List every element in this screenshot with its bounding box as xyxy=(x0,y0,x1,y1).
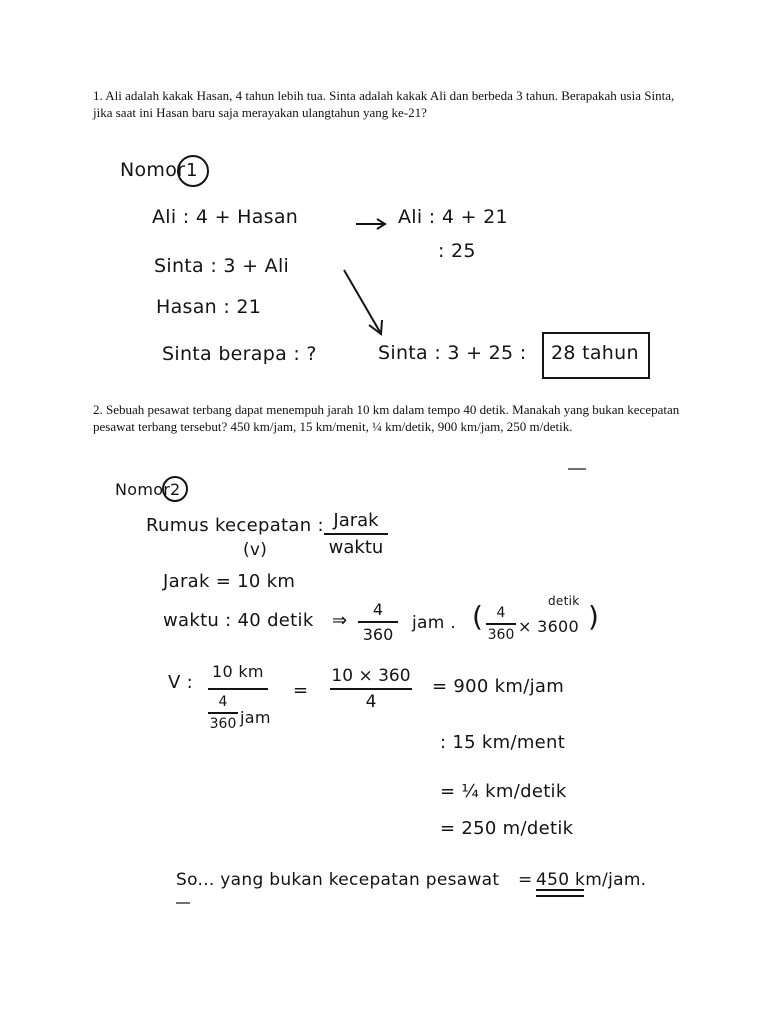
answer-1-line-hasan: Hasan : 21 xyxy=(156,296,262,318)
v-bar xyxy=(208,688,268,690)
calc-fraction xyxy=(330,666,412,712)
answer-1-line-ali: Ali : 4 + Hasan xyxy=(152,206,299,228)
answer-1-line-question: Sinta berapa : ? xyxy=(162,343,317,365)
v-equals: = xyxy=(293,680,309,701)
note-unit: detik xyxy=(548,594,580,608)
note-open-paren: ( xyxy=(472,600,484,633)
conclusion-text: So... yang bukan kecepatan pesawat xyxy=(176,870,500,890)
result-1-value: 900 km/jam xyxy=(453,676,565,697)
conclusion-answer: 450 km/jam. xyxy=(536,870,647,890)
formula-label: Rumus kecepatan : xyxy=(146,515,324,536)
conclusion-equals: = xyxy=(518,870,533,890)
waktu-line: waktu : 40 detik xyxy=(163,610,314,631)
result-4-value: 250 m/detik xyxy=(461,818,574,839)
note-fraction-bar xyxy=(486,623,516,625)
implies-arrow: ⇒ xyxy=(332,610,348,631)
note-close-paren: ) xyxy=(588,600,600,633)
answer-1-final-answer: 28 tahun xyxy=(551,342,639,364)
waktu-unit: jam . xyxy=(412,613,457,633)
answer-1-heading-number: 1 xyxy=(186,160,198,181)
result-3: = ¼ km/detik xyxy=(440,781,567,802)
formula-bar xyxy=(324,533,388,535)
v-numerator: 10 km xyxy=(212,662,264,681)
waktu-fraction xyxy=(358,600,398,644)
waktu-fraction-numerator: 4 xyxy=(372,600,384,619)
arrow-sinta-head xyxy=(369,320,382,334)
v-denominator-denominator: 360 xyxy=(209,716,237,732)
note-times: × 3600 xyxy=(518,617,580,636)
formula-denominator: waktu xyxy=(328,537,384,558)
v-denominator-bar xyxy=(208,712,238,714)
answer-2-heading: Nomor xyxy=(115,480,171,499)
note-fraction-denominator: 360 xyxy=(487,627,515,643)
v-label: V : xyxy=(168,672,193,693)
question-1: 1. Ali adalah kakak Hasan, 4 tahun lebih tua. Sinta adalah kakak Ali dan berbeda 3 tahun. Berapakah usia Sinta, jika saat ini Hasan baru saja merayakan ulangtahun yang ke-21? xyxy=(93,88,675,120)
arrow-sinta-line xyxy=(344,270,380,332)
note-fraction xyxy=(486,605,516,643)
v-denominator-unit: jam xyxy=(240,708,271,727)
waktu-fraction-bar xyxy=(358,621,398,623)
formula-fraction xyxy=(324,510,388,558)
question-2: 2. Sebuah pesawat terbang dapat menempuh jarah 10 km dalam tempo 40 detik. Manakah yang bukan kecepatan pesawat terbang tersebut? 450 km/jam, 15 km/menit, ¼ km/detik, 900 km/jam, 250 m/detik. xyxy=(93,402,680,434)
answer-2-heading-number: 2 xyxy=(170,480,181,499)
waktu-fraction-denominator: 360 xyxy=(362,625,394,644)
formula-variable: (v) xyxy=(243,540,268,560)
v-denominator-fraction xyxy=(208,694,238,732)
answer-1-heading: Nomor xyxy=(120,159,186,181)
answer-1-line-ali-result: : 25 xyxy=(438,240,476,262)
calc-numerator: 10 × 360 xyxy=(331,666,411,686)
answer-1-line-sinta-sub: Sinta : 3 + 25 : xyxy=(378,342,527,364)
arrow-ali-head xyxy=(377,219,385,229)
note-fraction-numerator: 4 xyxy=(496,605,506,621)
result-2-value: 15 km/ment xyxy=(452,732,566,753)
calc-denominator: 4 xyxy=(365,692,377,712)
result-2: : 15 km/ment xyxy=(440,732,566,753)
answer-1-line-sinta: Sinta : 3 + Ali xyxy=(154,255,290,277)
result-3-value: ¼ km/detik xyxy=(461,781,567,802)
calc-bar xyxy=(330,688,412,690)
result-1: = 900 km/jam xyxy=(432,676,565,697)
answer-1-line-ali-sub: Ali : 4 + 21 xyxy=(398,206,508,228)
v-denominator-numerator: 4 xyxy=(218,694,228,710)
formula-numerator: Jarak xyxy=(333,510,379,531)
jarak-line: Jarak = 10 km xyxy=(163,571,296,592)
result-4: = 250 m/detik xyxy=(440,818,574,839)
